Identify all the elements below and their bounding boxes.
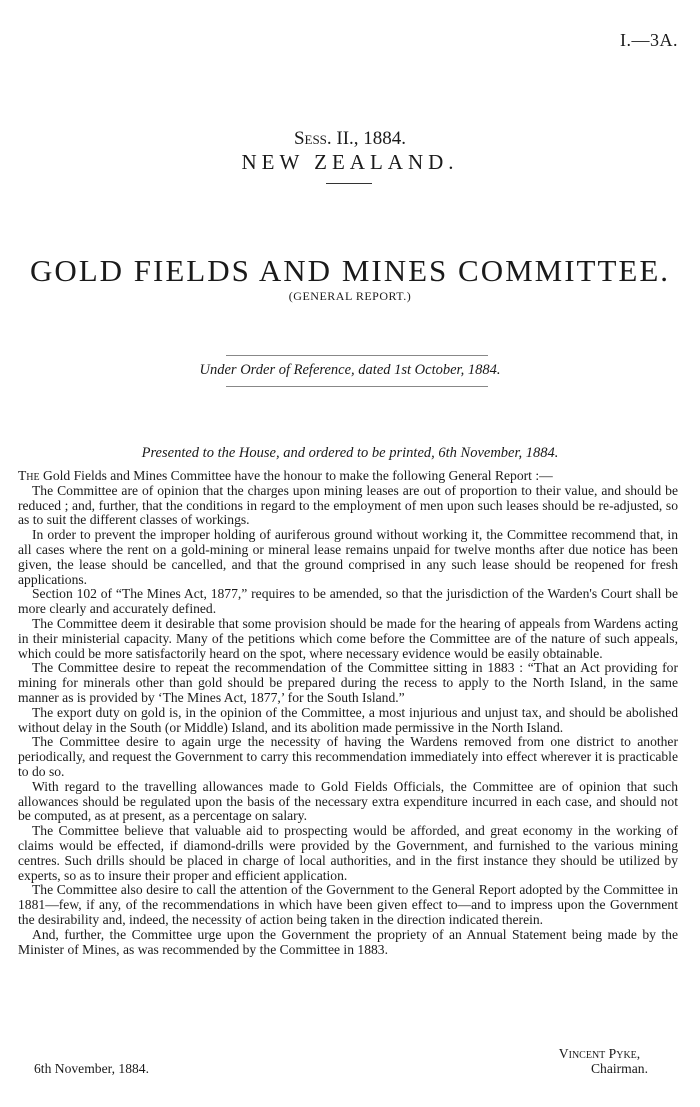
paragraph: The Committee desire to repeat the recommendation of the Committee sitting in 1883 : “That an Act providing for mining for minerals other than gold should be prepared during the recess to apply to the North Island, in the same manner as is provided by ‘The Mines Act, 1877,’ for the South Island.” [18,660,678,705]
country-heading: NEW ZEALAND. [241,150,459,174]
document-subtitle: (GENERAL REPORT.) [288,289,412,303]
session-line [0,128,700,150]
session-prefix: Sess. [293,128,332,149]
paragraph: With regard to the travelling allowances made to Gold Fields Officials, the Committee are of opinion that such allowances should be regulated upon the basis of the necessary extra expenditure incurred in each case, and should not be computed, as at present, as a percentage on salary. [18,778,678,824]
paragraph: The export duty on gold is, in the opinion of the Committee, a most injurious and unjust tax, and should be abolished without delay in the South (or Middle) Island, and its abolition made permissive in the North Island. [18,704,678,735]
report-date: 6th November, 1884. [34,1061,149,1076]
opening-paragraph [18,469,678,484]
paragraph: In order to prevent the improper holding of auriferous ground without working it, the Committee recommend that, in all cases where the rent on a gold-mining or mineral lease remains unpaid for twelve months after due notice has been given, the lease should be cancelled, and that the ground comprised in any such lease should be reopened for fresh applications. [18,527,678,587]
paragraph: The Committee also desire to call the attention of the Government to the General Report adopted by the Committee in 1881—few, if any, of the recommendations in which have been given effect to—and to impress upon the Government the desirability and, indeed, the necessity of action being taken in the direction indicated therein. [18,882,678,927]
signatory-name: Vincent Pyke, [558,1046,641,1061]
opening-lead: The [18,468,40,483]
order-of-reference: Under Order of Reference, dated 1st October, 1884. [199,362,501,378]
document-title: GOLD FIELDS AND MINES COMMITTEE. [29,253,671,288]
report-body [18,469,678,957]
divider-bottom [226,386,488,387]
paragraph: The Committee desire to again urge the necessity of having the Wardens removed from one district to another periodically, and request the Government to carry this recommendation immediately into effect wherever it is practicable to do so. [18,734,678,779]
paragraph: Section 102 of “The Mines Act, 1877,” requires to be amended, so that the jurisdiction of the Warden's Court shall be more clearly and accurately defined. [18,586,678,617]
paragraph: The Committee believe that valuable aid to prospecting would be afforded, and great economy in the working of claims would be effected, if diamond-drills were provided by the Government, and furnished to the various mining centres. Such drills should be placed in charge of local authorities, and in the first instance they should be utilized by experts, so as to insure their proper and efficient application. [18,823,678,883]
divider-top [226,355,488,356]
paragraph: And, further, the Committee urge upon the Government the propriety of an Annual Statement being made by the Minister of Mines, as was recommended by the Committee in 1883. [18,926,678,957]
signature-block [551,1046,648,1076]
signatory-role: Chairman. [590,1061,648,1076]
paragraph: The Committee are of opinion that the charges upon mining leases are out of proportion to their value, and should be reduced ; and, further, that the conditions in regard to the employment of men upon such leases should be re-adjusted, so as to suit the different classes of workings. [18,482,678,528]
divider [326,183,372,184]
page-reference: I.—3A. [620,30,678,50]
paragraph: The Committee deem it desirable that some provision should be made for the hearing of appeals from Wardens acting in their ministerial capacity. Many of the petitions which come before the Committee are of the nature of such appeals, which could be more satisfactorily heard on the spot, where necessary evidence would be easily obtainable. [18,615,678,661]
session-number: II., 1884. [336,128,407,149]
presented-line: Presented to the House, and ordered to be printed, 6th November, 1884. [141,445,559,461]
opening-rest: Gold Fields and Mines Committee have the honour to make the following General Report :— [39,468,553,483]
